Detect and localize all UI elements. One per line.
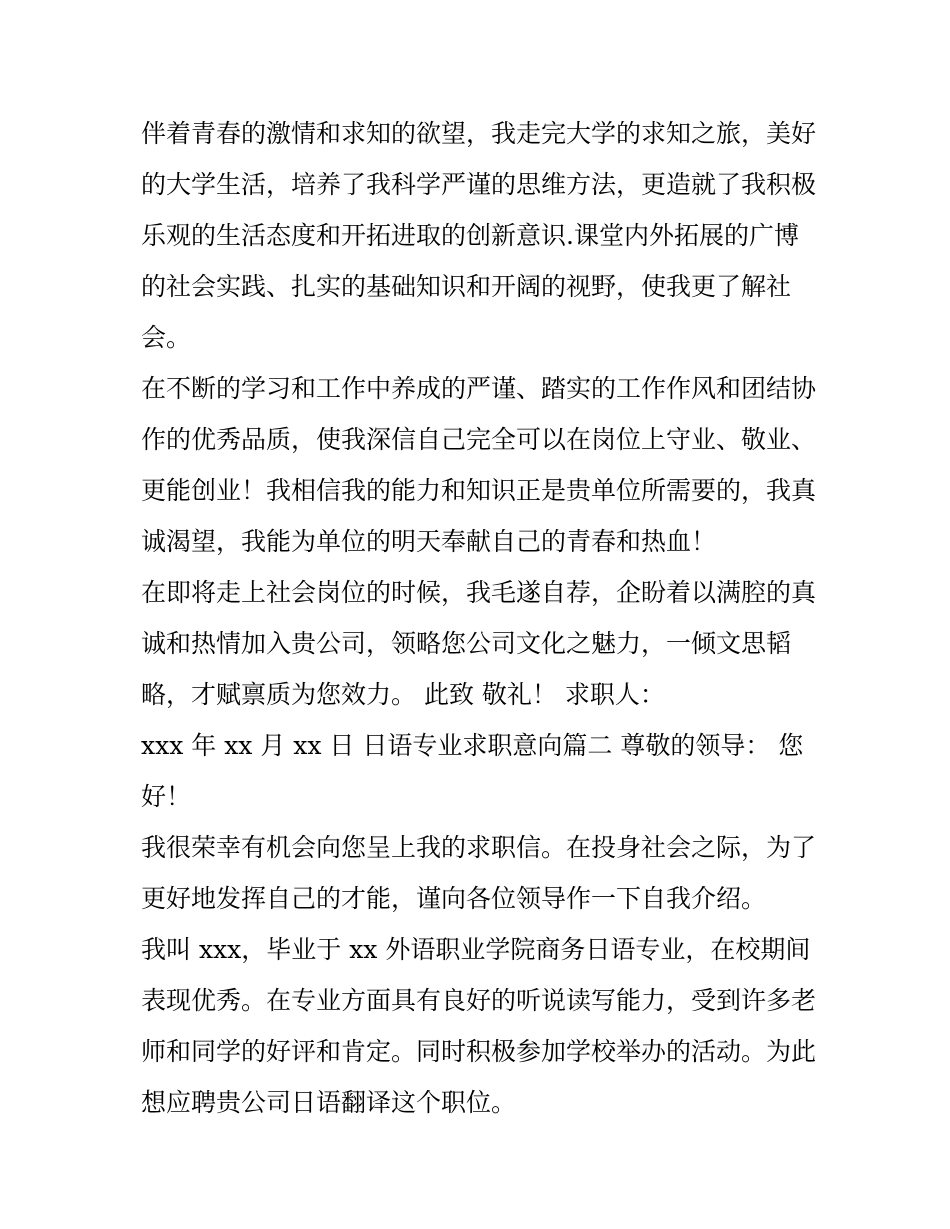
text-line: 诚渴望，我能为单位的明天奉献自己的青春和热血！ [141,527,717,556]
text-line: 的社会实践、扎实的基础知识和开阔的视野，使我更了解社 [141,272,792,301]
text-line: 诚和热情加入贵公司，领略您公司文化之魅力，一倾文思韬 [141,629,792,658]
text-line: 伴着青春的激情和求知的欲望，我走完大学的求知之旅，美好 [141,119,817,148]
text-line: 好！ [141,782,192,811]
text-line: 乐观的生活态度和开拓进取的创新意识.课堂内外拓展的广博 [141,221,799,250]
text-line: xxx 年 xx 月 xx 日 日语专业求职意向篇二 尊敬的领导： 您 [141,731,804,760]
body-text [141,108,821,1128]
text-line: 表现优秀。在专业方面具有良好的听说读写能力，受到许多老 [141,986,817,1015]
text-line: 师和同学的好评和肯定。同时积极参加学校举办的活动。为此 [141,1037,817,1066]
text-line: 我很荣幸有机会向您呈上我的求职信。在投身社会之际，为了 [141,833,817,862]
text-line: 略，才赋禀质为您效力。 此致 敬礼！ 求职人： [141,680,665,709]
text-line: 想应聘贵公司日语翻译这个职位。 [141,1088,517,1117]
text-line: 更能创业！我相信我的能力和知识正是贵单位所需要的，我真 [141,476,817,505]
text-line: 我叫 xxx，毕业于 xx 外语职业学院商务日语专业，在校期间 [141,935,811,964]
text-line: 在即将走上社会岗位的时候，我毛遂自荐，企盼着以满腔的真 [141,578,817,607]
text-line: 更好地发挥自己的才能，谨向各位领导作一下自我介绍。 [141,884,767,913]
text-line: 在不断的学习和工作中养成的严谨、踏实的工作作风和团结协 [141,374,817,403]
text-line: 作的优秀品质，使我深信自己完全可以在岗位上守业、敬业、 [141,425,817,454]
text-line: 会。 [141,323,192,352]
text-line: 的大学生活，培养了我科学严谨的思维方法，更造就了我积极 [141,170,817,199]
